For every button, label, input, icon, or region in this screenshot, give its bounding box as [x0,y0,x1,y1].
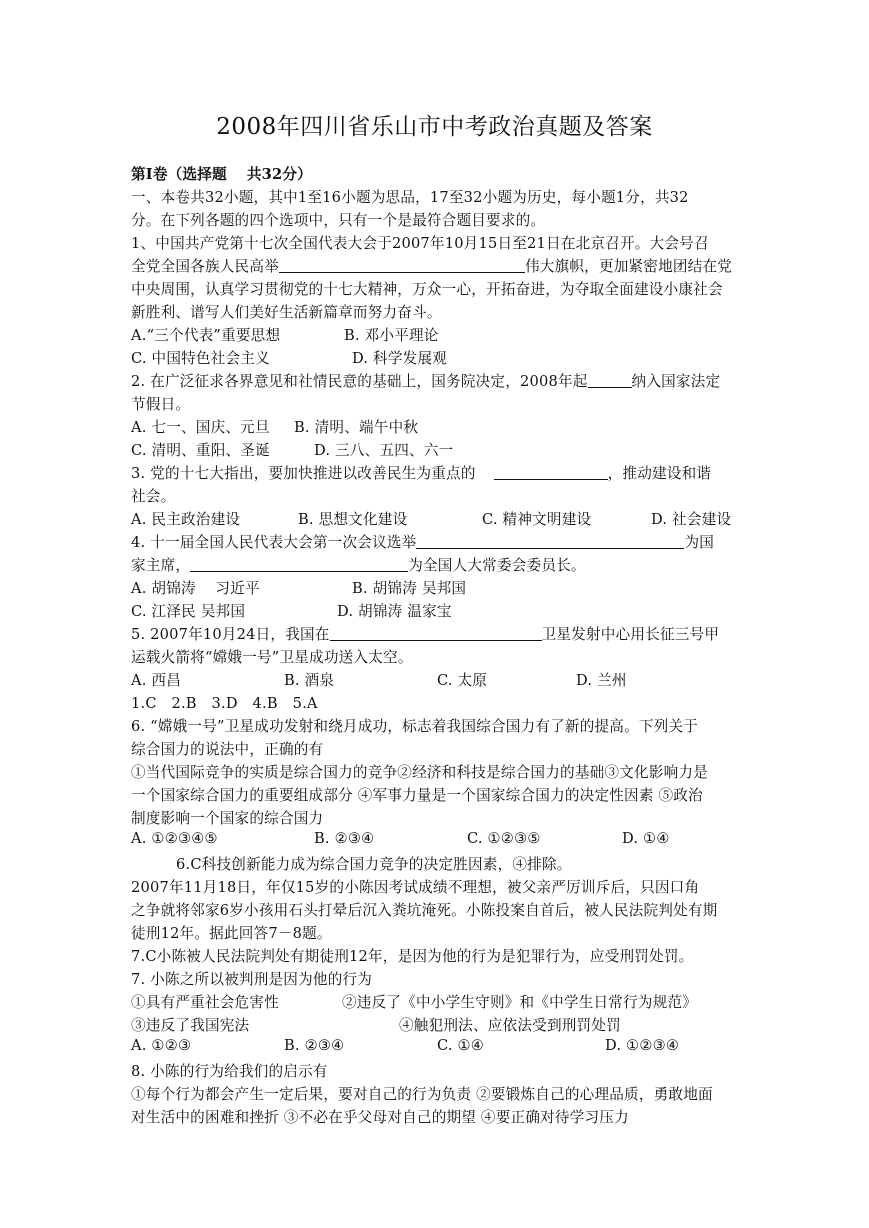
question-6-line: 6. “嫦娥一号”卫星成功发射和绕月成功，标志着我国综合国力有了新的提高。下列关于 [131,718,699,735]
question-4-line [131,531,714,552]
answer-blank [279,258,525,273]
q4-text: 为国 [684,534,715,551]
statement-2: ②违反了《中小学生守则》和《中学生日常行为规范》 [342,994,698,1011]
option-d: D. 胡锦涛 温家宝 [337,603,452,620]
q1-text: 伟大旗帜，更加紧密地团结在党 [524,258,733,275]
question-3-line [131,462,711,483]
question-5-line [131,623,719,644]
option-c: C. ①②③⑤ [467,830,541,847]
question-6-line: ①当代国际竞争的实质是综合国力的竞争②经济和科技是综合国力的基础③文化影响力是 [131,764,708,781]
question-2-line [131,370,720,391]
option-d: D. ①④ [622,830,670,847]
q5-text: 卫星发射中心用长征三号甲 [541,626,720,643]
q1-text: 全党全国各族人民高举 [131,258,279,275]
q2-text: 纳入国家法定 [631,373,721,390]
option-a: A.“三个代表”重要思想 [131,327,281,344]
option-b: B. 思想文化建设 [298,511,408,528]
instructions-line: 一、本卷共32小题，其中1至16小题为思品，17至32小题为历史，每小题1分，共32 [131,189,689,206]
question-8-line: 对生活中的困难和挫折 ③不必在乎父母对自己的期望 ④要正确对待学习压力 [131,1109,629,1126]
answer-explanation: 6.C科技创新能力成为综合国力竞争的决定胜因素，④排除。 [176,856,572,873]
q4-text: 为全国人大常委会委员长。 [408,557,586,574]
option-c: C. 中国特色社会主义 [131,350,270,367]
option-c: C. 精神文明建设 [482,511,592,528]
section-heading: 第Ⅰ卷（选择题 共32分） [131,166,312,183]
question-5-line: 运载火箭将“嫦娥一号”卫星成功送入太空。 [131,649,413,666]
instructions-line: 分。在下列各题的四个选项中，只有一个是最符合题目要求的。 [131,212,546,229]
option-d: D. 兰州 [576,672,627,689]
q2-text: 2. 在广泛征求各界意见和社情民意的基础上，国务院决定，2008年起 [131,373,588,390]
option-b: B. 胡锦涛 吴邦国 [352,580,467,597]
option-d: D. 科学发展观 [352,350,448,367]
question-6-line: 一个国家综合国力的重要组成部分 ④军事力量是一个国家综合国力的决定性因素 ⑤政治 [131,787,703,804]
option-c: C. 清明、重阳、圣诞 [131,442,270,459]
question-6-line: 综合国力的说法中，正确的有 [131,741,324,758]
q4-text: 4. 十一届全国人民代表大会第一次会议选举 [131,534,417,551]
question-1-line: 新胜利、谱写人们美好生活新篇章而努力奋斗。 [131,304,442,321]
option-d: D. ①②③④ [605,1037,680,1054]
material-line: 2007年11月18日，年仅15岁的小陈因考试成绩不理想，被父亲严厉训斥后，只因口角 [131,879,700,896]
option-a: A. 胡锦涛 习近平 [131,580,260,597]
option-d: D. 三八、五四、六一 [314,442,454,459]
option-a: A. ①②③ [131,1037,192,1054]
answer-key: 1.C 2.B 3.D 4.B 5.A [131,695,318,712]
option-b: B. 邓小平理论 [344,327,439,344]
q3-text: ，推动建设和谐 [607,465,712,482]
answer-blank [494,465,608,480]
material-line: 徒刑12年。据此回答7－8题。 [131,925,332,942]
option-d: D. 社会建设 [651,511,732,528]
option-a: A. ①②③④⑤ [131,830,218,847]
question-2-line: 节假日。 [131,396,191,413]
option-b: B. 清明、端午中秋 [294,419,419,436]
answer-blank [588,373,632,388]
q5-text: 5. 2007年10月24日，我国在 [131,626,330,643]
question-1-line [131,255,732,276]
question-1-line: 1、中国共产党第十七次全国代表大会于2007年10月15日至21日在北京召开。大会号召 [131,235,709,252]
answer-blank [190,557,408,572]
question-6-line: 制度影响一个国家的综合国力 [131,810,324,827]
option-b: B. ②③④ [314,830,375,847]
page-title: 2008年四川省乐山市中考政治真题及答案 [216,114,653,140]
answer-blank [330,626,542,641]
q3-text: 3. 党的十七大指出，要加快推进以改善民生为重点的 [131,465,476,482]
answer-explanation: 7.C小陈被人民法院判处有期徒刑12年，是因为他的行为是犯罪行为，应受刑罚处罚。 [131,948,694,965]
statement-1: ①具有严重社会危害性 [131,994,279,1011]
option-c: C. 江泽民 吴邦国 [131,603,246,620]
statement-4: ④触犯刑法、应依法受到刑罚处罚 [399,1017,621,1034]
statement-3: ③违反了我国宪法 [131,1017,250,1034]
question-3-line: 社会。 [131,488,176,505]
option-c: C. 太原 [437,672,488,689]
option-a: A. 民主政治建设 [131,511,241,528]
q4-text: 家主席， [131,557,191,574]
question-7-line: 7. 小陈之所以被判刑是因为他的行为 [131,971,373,988]
question-1-line: 中央周围，认真学习贯彻党的十七大精神，万众一心，开拓奋进，为夺取全面建设小康社会 [131,281,723,298]
question-8-line: ①每个行为都会产生一定后果，要对自己的行为负责 ②要锻炼自己的心理品质，勇敢地面 [131,1086,713,1103]
option-c: C. ①④ [437,1037,485,1054]
option-b: B. 酒泉 [284,672,335,689]
option-b: B. ②③④ [284,1037,345,1054]
question-4-line [131,554,586,575]
option-a: A. 七一、国庆、元旦 [131,419,270,436]
material-line: 之争就将邻家6岁小孩用石头打晕后沉入粪坑淹死。小陈投案自首后，被人民法院判处有期 [131,902,718,919]
question-8-line: 8. 小陈的行为给我们的启示有 [131,1063,328,1080]
answer-blank [416,534,684,549]
option-a: A. 西昌 [131,672,182,689]
